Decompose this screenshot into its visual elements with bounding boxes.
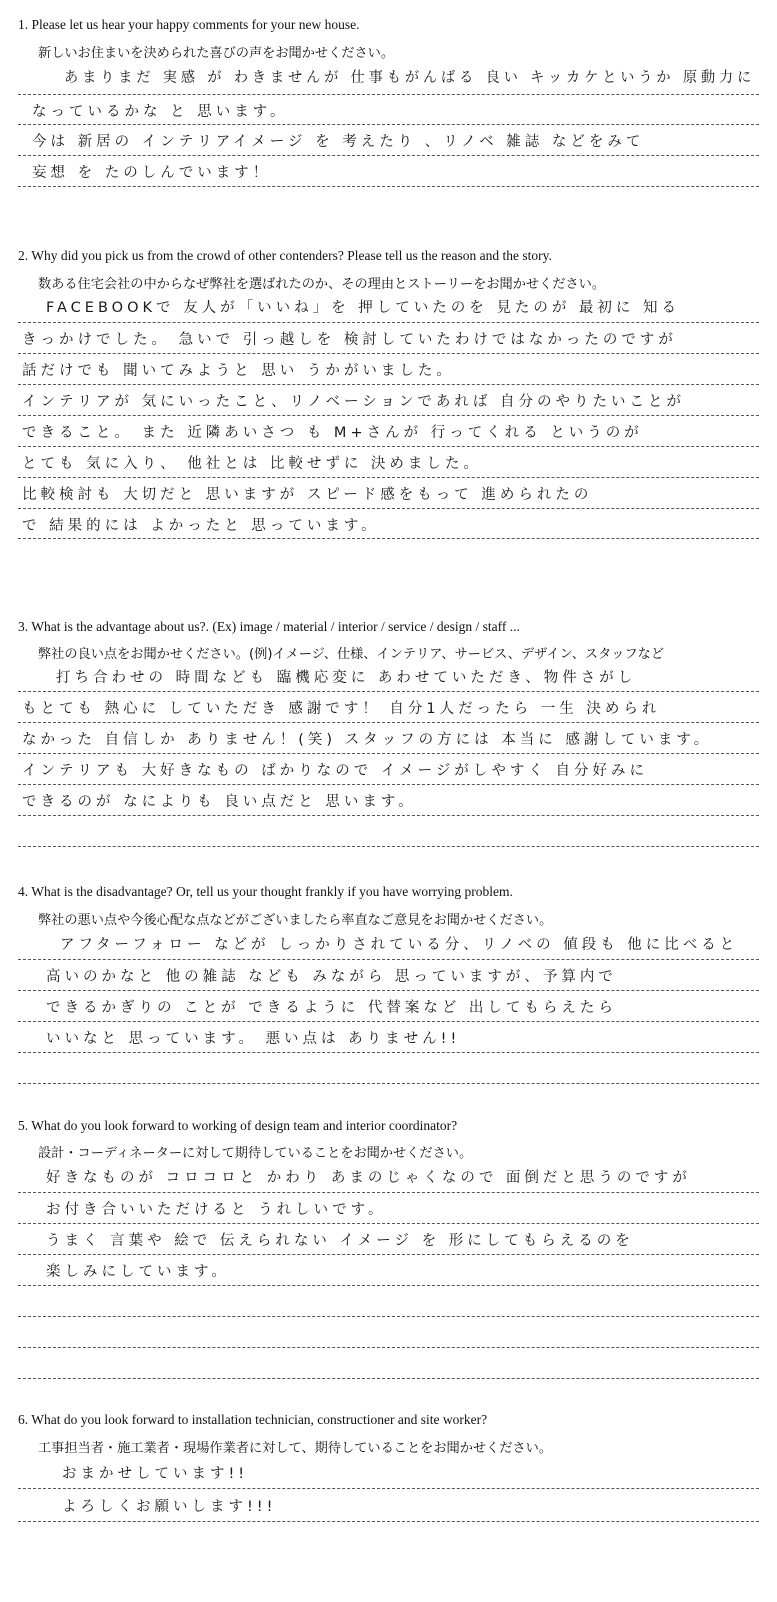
ruled-line [18, 508, 759, 509]
ruled-line [18, 1488, 759, 1489]
ruled-line [18, 1316, 759, 1317]
answer-line: 打ち合わせの 時間なども 臨機応変に あわせていただき、物件さがし [56, 670, 637, 686]
answer-line: いいなと 思っています。 悪い点は ありません!! [46, 1031, 461, 1047]
answer-line: 高いのかなと 他の雑誌 なども みながら 思っていますが、予算内で [46, 969, 617, 985]
answer-line: できるのが なによりも 良い点だと 思います。 [22, 794, 417, 810]
answer-line: インテリアも 大好きなもの ばかりなので イメージがしやすく 自分好みに [22, 763, 648, 779]
question-6-japanese: 工事担当者・施工業者・現場作業者に対して、期待していることをお聞かせください。 [38, 1441, 553, 1456]
question-4-japanese: 弊社の悪い点や今後心配な点などがございましたら率直なご意見をお聞かせください。 [38, 913, 553, 928]
ruled-line [18, 1223, 759, 1224]
question-1-japanese: 新しいお住まいを決められた喜びの声をお聞かせください。 [38, 46, 395, 61]
question-1-english: 1. Please let us hear your happy comments for your new house. [18, 17, 360, 32]
question-6-english: 6. What do you look forward to installation technician, constructioner and site worker? [18, 1412, 488, 1427]
ruled-line [18, 1285, 759, 1286]
ruled-line [18, 124, 759, 125]
answer-line: アフターフォロー などが しっかりされている分、リノベの 値段も 他に比べると [60, 937, 739, 953]
ruled-line [18, 1347, 759, 1348]
ruled-line [18, 1521, 759, 1522]
answer-line: あまりまだ 実感 が わきませんが 仕事もがんばる 良い キッカケというか 原動力に [64, 70, 756, 86]
ruled-line [18, 1378, 759, 1379]
ruled-line [18, 155, 759, 156]
ruled-line [18, 722, 759, 723]
ruled-line [18, 691, 759, 692]
ruled-line [18, 1052, 759, 1053]
ruled-line [18, 815, 759, 816]
ruled-line [18, 322, 759, 323]
ruled-line [18, 959, 759, 960]
answer-line: なかった 自信しか ありません！(笑) スタッフの方には 本当に 感謝しています。 [22, 732, 713, 748]
answer-line: 今は 新居の インテリアイメージ を 考えたり 、リノベ 雑誌 などをみて [32, 134, 645, 150]
answer-line: で 結果的には よかったと 思っています。 [22, 518, 380, 534]
answer-line: よろしくお願いします!!! [62, 1499, 277, 1515]
answer-line: 好きなものが コロコロと かわり あまのじゃくなので 面倒だと思うのですが [46, 1170, 691, 1186]
answer-line: できること。 また 近隣あいさつ も M+さんが 行ってくれる というのが [22, 425, 643, 441]
ruled-line [18, 1021, 759, 1022]
answer-line: おまかせしています!! [62, 1466, 249, 1482]
ruled-line [18, 353, 759, 354]
question-2-english: 2. Why did you pick us from the crowd of other contenders? Please tell us the reason and the story. [18, 248, 552, 263]
ruled-line [18, 186, 759, 187]
ruled-line [18, 538, 759, 539]
ruled-line [18, 784, 759, 785]
question-3-japanese: 弊社の良い点をお聞かせください。(例)イメージ、仕様、インテリア、サービス、デザイン、スタッフなど [38, 647, 665, 662]
answer-line: 比較検討も 大切だと 思いますが スピード感をもって 進められたの [22, 487, 593, 503]
ruled-line [18, 415, 759, 416]
answer-line: もとても 熱心に していただき 感謝です！ 自分1人だったら 一生 決められ [22, 701, 661, 717]
answer-line: お付き合いいただけると うれしいです。 [46, 1202, 387, 1218]
answer-line: インテリアが 気にいったこと、リノベーションであれば 自分のやりたいことが [22, 394, 685, 410]
question-5-japanese: 設計・コーディネーターに対して期待していることをお聞かせください。 [38, 1146, 473, 1161]
ruled-line [18, 1192, 759, 1193]
ruled-line [18, 446, 759, 447]
ruled-line [18, 477, 759, 478]
question-2-japanese: 数ある住宅会社の中からなぜ弊社を選ばれたのか、その理由とストーリーをお聞かせください。 [38, 277, 606, 292]
ruled-line [18, 384, 759, 385]
answer-line: FACEBOOKで 友人が「いいね」を 押していたのを 見たのが 最初に 知る [46, 300, 681, 316]
answer-line: なっているかな と 思います。 [32, 104, 289, 120]
question-4-english: 4. What is the disadvantage? Or, tell us your thought frankly if you have worrying problem. [18, 884, 513, 899]
answer-line: 妄想 を たのしんでいます！ [32, 165, 272, 181]
answer-line: 話だけでも 聞いてみようと 思い うかがいました。 [22, 363, 455, 379]
answer-line: うまく 言葉や 絵で 伝えられない イメージ を 形にしてもらえるのを [46, 1233, 634, 1249]
question-3-english: 3. What is the advantage about us?. (Ex) image / material / interior / service / design / staff ... [18, 619, 520, 634]
ruled-line [18, 1254, 759, 1255]
answer-line: きっかけでした。 急いで 引っ越しを 検討していたわけではなかったのですが [22, 332, 677, 348]
answer-line: 楽しみにしています。 [46, 1264, 230, 1280]
ruled-line [18, 846, 759, 847]
ruled-line [18, 990, 759, 991]
ruled-line [18, 753, 759, 754]
answer-line: できるかぎりの ことが できるように 代替案など 出してもらえたら [46, 1000, 617, 1016]
ruled-line [18, 94, 759, 95]
answer-line: とても 気に入り、 他社とは 比較せずに 決めました。 [22, 456, 482, 472]
ruled-line [18, 1083, 759, 1084]
question-5-english: 5. What do you look forward to working of design team and interior coordinator? [18, 1118, 458, 1133]
